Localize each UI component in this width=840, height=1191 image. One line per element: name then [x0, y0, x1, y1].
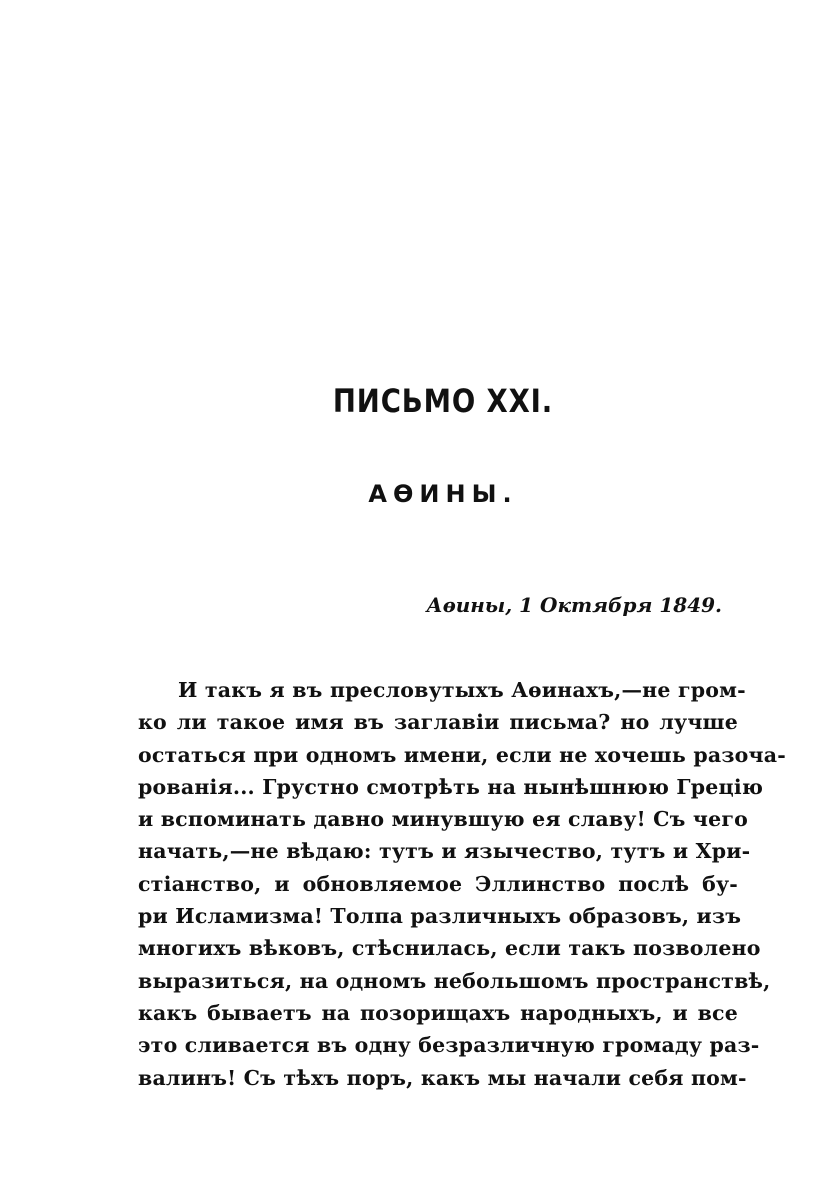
- dateline: Аѳины, 1 Октября 1849.: [426, 593, 722, 617]
- text-line: многихъ вѣковъ, стѣснилась, если такъ позволено: [138, 936, 761, 961]
- text-line: рованія... Грустно смотрѣть на нынѣшнюю Грецію: [138, 774, 764, 799]
- letter-number-heading: ПИСЬМО XXI.: [332, 382, 554, 420]
- text-line: и вспоминать давно минувшую ея славу! Съ чего: [138, 807, 749, 832]
- place-heading: АѲИНЫ.: [368, 480, 518, 508]
- text-line: выразиться, на одномъ небольшомъ пространствѣ,: [138, 968, 771, 993]
- text-line: какъ бываетъ на позорищахъ народныхъ, и все: [138, 1000, 738, 1025]
- text-line: валинъ! Съ тѣхъ поръ, какъ мы начали себя пом-: [138, 1065, 747, 1090]
- text-line: это сливается въ одну безразличную громаду раз-: [138, 1033, 760, 1058]
- body-paragraph: [138, 674, 786, 1094]
- text-line: ри Исламизма! Толпа различныхъ образовъ, изъ: [138, 904, 742, 929]
- text-line: И такъ я въ пресловутыхъ Аѳинахъ,—не гром-: [178, 678, 746, 702]
- text-line: стіанство, и обновляемое Эллинство послѣ бу-: [138, 871, 738, 896]
- text-line: начать,—не вѣдаю: тутъ и язычество, тутъ и Хри-: [138, 839, 751, 864]
- text-line: остаться при одномъ имени, если не хочешь разоча-: [138, 742, 786, 767]
- text-line: ко ли такое имя въ заглавіи письма? но лучше: [138, 710, 738, 735]
